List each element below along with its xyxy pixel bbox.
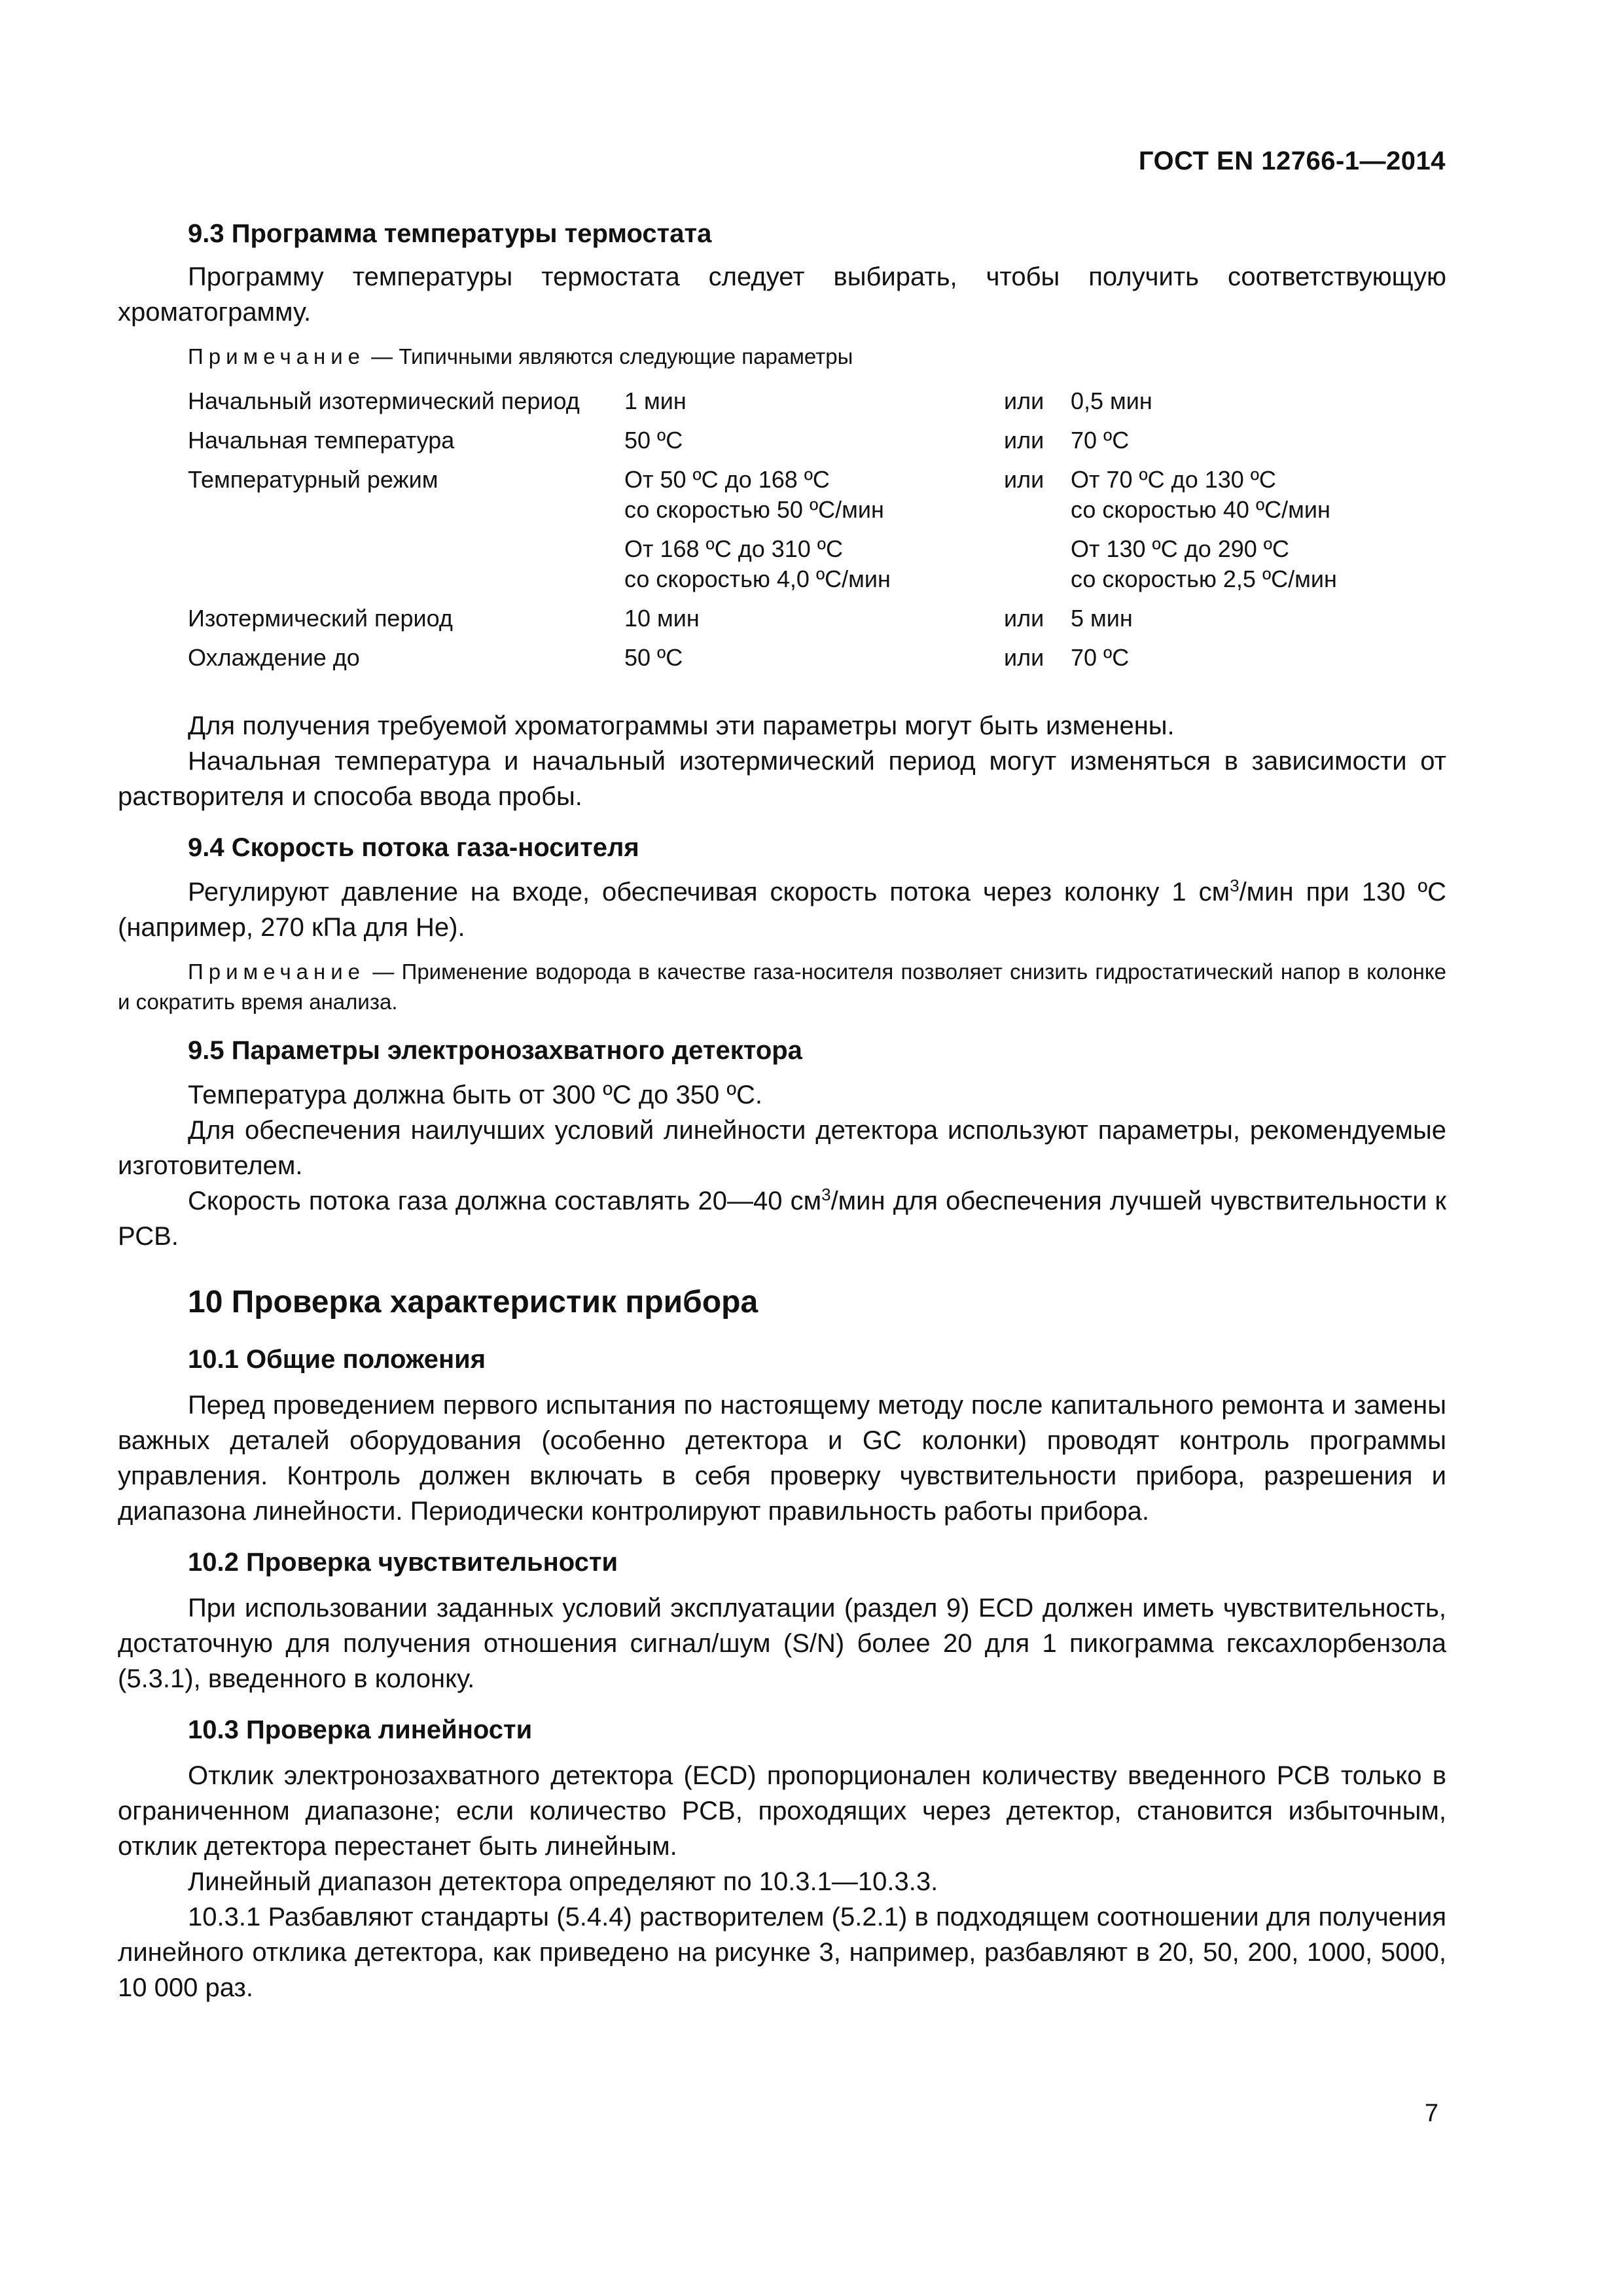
section-9-4-paragraph <box>118 874 1446 945</box>
text-run: Скорость потока газа должна составлять 20—40 см <box>188 1187 822 1215</box>
param-value-2: От 130 ºС до 290 ºС со скоростью 2,5 ºС/мин <box>1071 535 1337 592</box>
section-10-2-paragraph: При использовании заданных условий эксплуатации (раздел 9) ECD должен иметь чувствительность, достаточную для получения отношения сигнал/шум (S/N) более 20 для 1 пикограмма гексахлорбензола (5.3.1), введенного в колонку. <box>118 1594 1446 1693</box>
note-text: — Применение водорода в качестве газа-носителя позволяет снизить гидростатический напор в колонке и сократить время анализа. <box>118 960 1446 1014</box>
standard-designation: ГОСТ EN 12766-1—2014 <box>1138 147 1446 175</box>
param-name: Начальная температура <box>188 427 455 454</box>
param-value-1: От 168 ºС до 310 ºС со скоростью 4,0 ºС/мин <box>624 535 891 592</box>
param-value-1: 50 ºС <box>624 427 683 454</box>
param-or <box>1004 534 1071 603</box>
superscript: 3 <box>821 1185 831 1204</box>
param-name: Начальный изотермический период <box>188 387 580 414</box>
table-row <box>188 425 1437 465</box>
param-name <box>188 534 624 603</box>
param-value-1: 10 мин <box>624 605 700 632</box>
section-9-5-paragraph-1: Температура должна быть от 300 ºС до 350 ºС. <box>188 1081 762 1109</box>
section-10-title: 10 Проверка характеристик прибора <box>188 1285 758 1319</box>
section-9-5-paragraph-3 <box>118 1183 1446 1254</box>
section-10-1-title: 10.1 Общие положения <box>188 1345 486 1374</box>
param-or: или <box>1004 427 1044 454</box>
param-value-2: 70 ºС <box>1071 644 1130 671</box>
section-9-3-title: 9.3 Программа температуры термостата <box>188 219 712 248</box>
page-content <box>118 216 1446 2005</box>
section-9-3-note <box>118 342 1446 372</box>
param-or: или <box>1004 605 1044 632</box>
param-name: Охлаждение до <box>188 644 360 671</box>
text-run: Регулируют давление на входе, обеспечивая скорость потока через колонку 1 см <box>188 878 1230 906</box>
text-run: /мин при 130 ºС (например, 270 кПа для Не). <box>118 878 1446 942</box>
section-9-5-paragraph-2: Для обеспечения наилучших условий линейности детектора используют параметры, рекомендуемые изготовителем. <box>118 1116 1446 1180</box>
section-10-3-paragraph-1: Отклик электронозахватного детектора (ECD) пропорционален количеству введенного РСВ только в ограниченном диапазоне; если количество РСВ, проходящих через детектор, становится избыточным, отклик детектора перестанет быть линейным. <box>118 1761 1446 1861</box>
param-value-2: 70 ºС <box>1071 427 1130 454</box>
param-value-2: От 70 ºС до 130 ºС со скоростью 40 ºС/мин <box>1071 466 1330 523</box>
section-9-4-title: 9.4 Скорость потока газа-носителя <box>188 833 639 862</box>
param-value-1: От 50 ºС до 168 ºС со скоростью 50 ºС/мин <box>624 466 884 523</box>
param-or: или <box>1004 387 1044 414</box>
section-10-3-paragraph-3: 10.3.1 Разбавляют стандарты (5.4.4) растворителем (5.2.1) в подходящем соотношении для получения линейного отклика детектора, как приведено на рисунке 3, например, разбавляют в 20, 50, 200, 1000, 5000, 10 000 раз. <box>118 1903 1446 2002</box>
param-value-2: 0,5 мин <box>1071 387 1152 414</box>
section-10-3-paragraph-2: Линейный диапазон детектора определяют по 10.3.1—10.3.3. <box>188 1867 938 1896</box>
table-row <box>188 534 1437 603</box>
param-name: Изотермический период <box>188 605 453 632</box>
section-9-3-after-1: Для получения требуемой хроматограммы эти параметры могут быть изменены. <box>188 711 1175 740</box>
text-run: /мин для обеспечения лучшей чувствительности к РСВ. <box>118 1187 1447 1251</box>
section-10-1-paragraph: Перед проведением первого испытания по настоящему методу после капитального ремонта и замены важных деталей оборудования (особенно детектора и GC колонки) проводят контроль программы управления. Контроль должен включать в себя проверку чувствительности прибора, разрешения и диапазона линейности. Периодически контролируют правильность работы прибора. <box>118 1391 1446 1526</box>
table-row <box>188 643 1437 682</box>
temperature-parameters-table <box>188 386 1437 682</box>
note-text: — Типичными являются следующие параметры <box>365 344 853 368</box>
param-name: Температурный режим <box>188 466 438 493</box>
section-10-3-title: 10.3 Проверка линейности <box>188 1715 533 1744</box>
superscript: 3 <box>1230 876 1240 895</box>
page-number: 7 <box>1424 2100 1438 2127</box>
table-row <box>188 386 1437 425</box>
parameters-table-body <box>188 386 1437 682</box>
table-row <box>188 465 1437 534</box>
table-row <box>188 603 1437 643</box>
param-or: или <box>1004 644 1044 671</box>
section-9-3-after-2: Начальная температура и начальный изотермический период могут изменяться в зависимости от растворителя и способа ввода пробы. <box>118 747 1446 811</box>
param-value-2: 5 мин <box>1071 605 1133 632</box>
section-10-2-title: 10.2 Проверка чувствительности <box>188 1548 618 1577</box>
note-label: Примечание <box>188 344 366 368</box>
param-or: или <box>1004 466 1044 493</box>
section-9-5-title: 9.5 Параметры электронозахватного детектора <box>188 1036 802 1065</box>
section-9-3-paragraph: Программу температуры термостата следует выбирать, чтобы получить соответствующую хроматограмму. <box>118 262 1446 327</box>
section-9-4-note <box>118 957 1446 1017</box>
param-value-1: 1 мин <box>624 387 687 414</box>
note-label: Примечание <box>188 960 366 984</box>
param-value-1: 50 ºС <box>624 644 683 671</box>
